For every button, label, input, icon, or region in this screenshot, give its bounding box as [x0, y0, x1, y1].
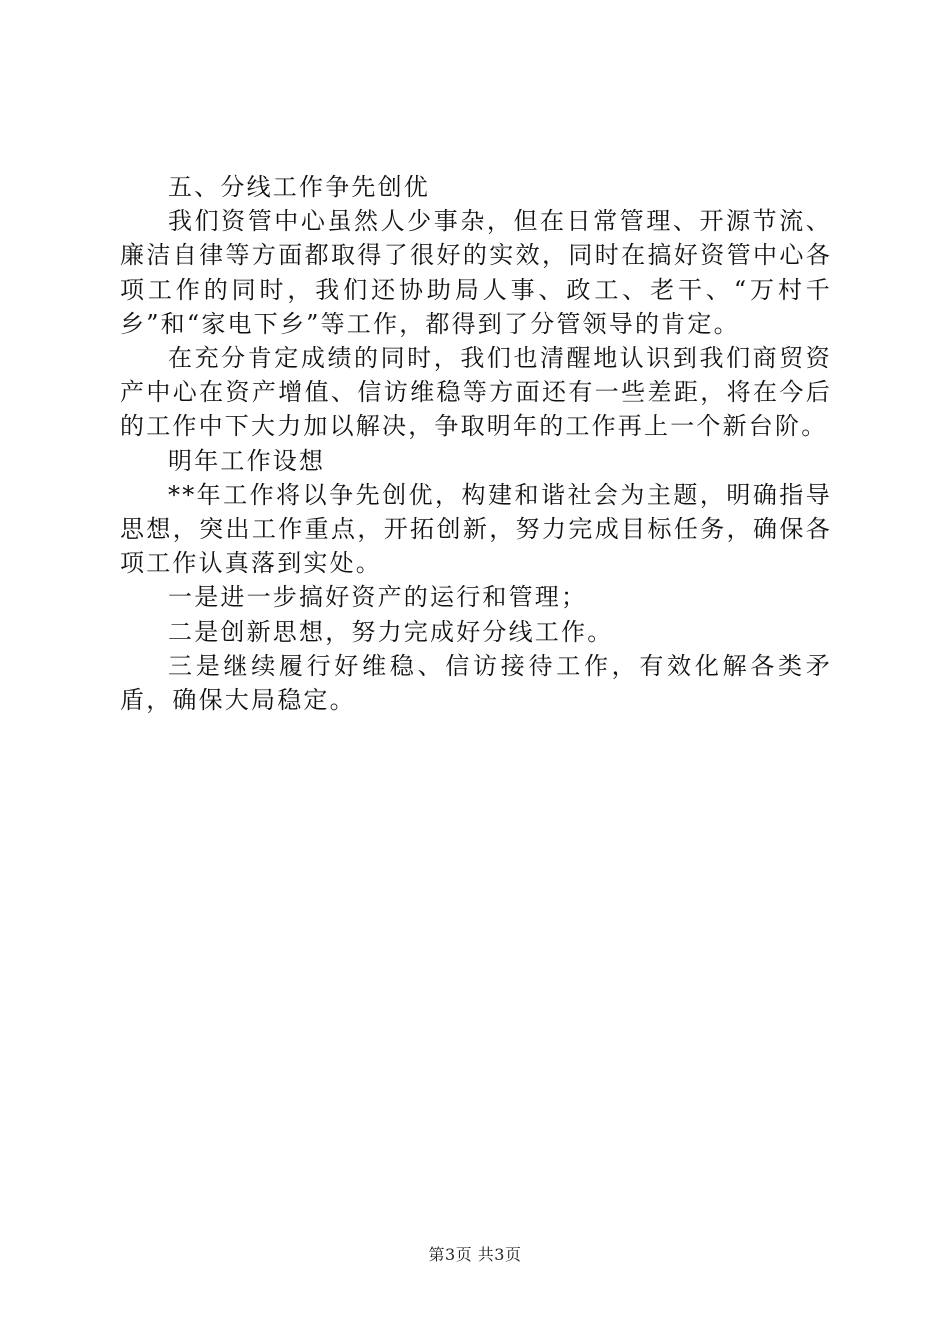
- page-indicator: 第3页 共3页: [428, 1245, 522, 1264]
- plan-item-three: 三是继续履行好维稳、信访接待工作，有效化解各类矛盾，确保大局稳定。: [120, 651, 832, 715]
- page-footer: [0, 1242, 950, 1265]
- paragraph-achievements: 我们资管中心虽然人少事杂，但在日常管理、开源节流、廉洁自律等方面都取得了很好的实效，同时在搞好资管中心各项工作的同时，我们还协助局人事、政工、老干、“万村千乡”和“家电下乡”等工作，都得到了分管领导的肯定。: [120, 207, 832, 338]
- paragraph-shortcomings: 在充分肯定成绩的同时，我们也清醒地认识到我们商贸资产中心在资产增值、信访维稳等方面还有一些差距，将在今后的工作中下大力加以解决，争取明年的工作再上一个新台阶。: [120, 344, 832, 441]
- section-heading-next-year: 明年工作设想: [168, 446, 326, 475]
- plan-item-two: 二是创新思想，努力完成好分线工作。: [168, 617, 614, 646]
- paragraph-next-year-plan: **年工作将以争先创优，构建和谐社会为主题，明确指导思想，突出工作重点，开拓创新，努力完成目标任务，确保各项工作认真落到实处。: [120, 480, 832, 578]
- plan-item-one: 一是进一步搞好资产的运行和管理；: [168, 583, 588, 612]
- section-heading-five: 五、分线工作争先创优: [168, 173, 430, 201]
- document-body: [120, 170, 832, 717]
